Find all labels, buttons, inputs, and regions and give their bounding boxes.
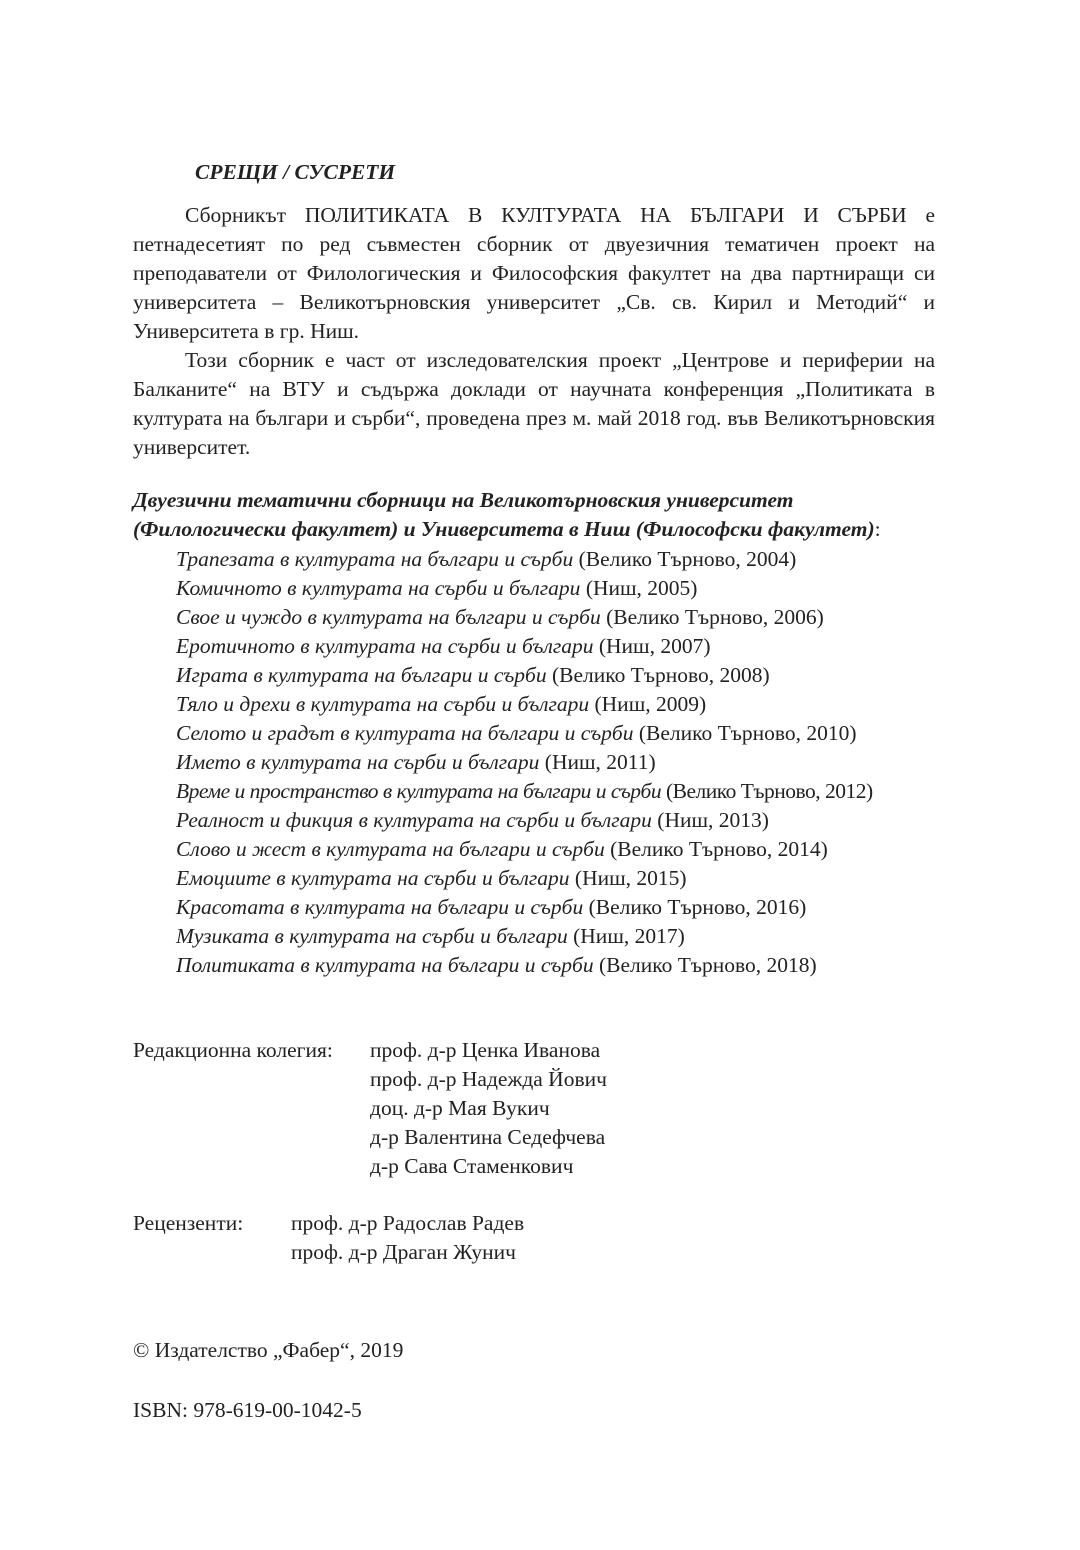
series-title: Играта в културата на българи и сърби xyxy=(176,663,547,687)
series-title: Реалност и фикция в културата на сърби и българи xyxy=(176,808,652,832)
series-title: Политиката в културата на българи и сърби xyxy=(176,953,594,977)
series-place-year: (Велико Търново, 2018) xyxy=(593,953,817,977)
list-item xyxy=(176,864,976,893)
list-item xyxy=(176,574,976,603)
intro-rest: е петнадесетият по ред съвместен сборник от двуезичния тематичен проект на преподаватели от Филологическия и Философския факултет на два партниращи си университета – Великотърновския университет „Св. св. Кирил и Методий“ и Университета в гр. Ниш. xyxy=(133,203,935,343)
intro-paragraph-1 xyxy=(133,201,935,346)
list-item xyxy=(176,545,976,574)
list-item xyxy=(176,632,976,661)
editorial-board-members xyxy=(370,1036,607,1181)
list-item xyxy=(176,893,976,922)
intro-paragraph-2: Този сборник е част от изследователския проект „Центрове и периферии на Балканите“ на ВТУ и съдържа доклади от научната конференция „Политиката в културата на българи и сърби“, проведена през м. май 2018 год. във Великотърновския университет. xyxy=(133,348,935,459)
series-place-year: (Ниш, 2013) xyxy=(651,808,769,832)
reviewer-name: проф. д-р Драган Жунич xyxy=(291,1240,516,1264)
series-title: Време и пространство в културата на българи и сърби xyxy=(176,779,662,803)
series-place-year: (Велико Търново, 2008) xyxy=(546,663,770,687)
series-heading xyxy=(133,486,983,544)
editor-name: д-р Сава Стаменкович xyxy=(370,1154,574,1178)
intro-paragraph-2-block xyxy=(133,346,935,462)
editorial-board-label: Редакционна колегия: xyxy=(133,1038,333,1062)
copyright-line: © Издателство „Фабер“, 2019 xyxy=(133,1338,404,1362)
series-heading-line-2: (Филологически факултет) и Университета в Ниш (Философски факултет) xyxy=(133,517,875,541)
series-place-year: (Велико Търново, 2014) xyxy=(604,837,828,861)
series-title: Емоциите в културата на сърби и българи xyxy=(176,866,570,890)
series-heading-line-1: Двуезични тематични сборници на Великотърновския университет xyxy=(133,488,794,512)
intro-lead: Сборникът xyxy=(185,203,305,227)
editor-name: проф. д-р Надежда Йович xyxy=(370,1067,607,1091)
list-item xyxy=(176,951,976,980)
series-heading-colon: : xyxy=(874,517,881,541)
series-place-year: (Ниш, 2017) xyxy=(567,924,685,948)
list-item xyxy=(176,835,976,864)
series-place-year: (Велико Търново, 2016) xyxy=(583,895,807,919)
series-title: Красотата в културата на българи и сърби xyxy=(176,895,584,919)
series-title: Музиката в културата на сърби и българи xyxy=(176,924,568,948)
series-place-year: (Ниш, 2005) xyxy=(580,576,698,600)
series-list xyxy=(176,545,976,980)
list-item xyxy=(176,806,976,835)
series-place-year: (Ниш, 2015) xyxy=(569,866,687,890)
series-place-year: (Ниш, 2011) xyxy=(539,750,656,774)
series-title: Еротичното в културата на сърби и българи xyxy=(176,634,594,658)
collection-title-caps: ПОЛИТИКАТА В КУЛТУРАТА НА БЪЛГАРИ И СЪРБИ xyxy=(304,203,907,227)
series-place-year: (Ниш, 2009) xyxy=(589,692,707,716)
list-item xyxy=(176,748,976,777)
series-title: Селото и градът в културата на българи и сърби xyxy=(176,721,634,745)
list-item xyxy=(176,690,976,719)
reviewer-name: проф. д-р Радослав Радев xyxy=(291,1211,525,1235)
series-title: Трапезата в културата на българи и сърби xyxy=(176,547,574,571)
editor-name: проф. д-р Ценка Иванова xyxy=(370,1038,601,1062)
list-item xyxy=(176,661,976,690)
series-title: Името в културата на сърби и българи xyxy=(176,750,540,774)
reviewers-label: Рецензенти: xyxy=(133,1211,244,1235)
isbn-line: ISBN: 978-619-00-1042-5 xyxy=(133,1398,362,1422)
series-place-year: (Велико Търново, 2010) xyxy=(633,721,857,745)
series-place-year: (Велико Търново, 2012) xyxy=(661,779,873,803)
series-place-year: (Велико Търново, 2006) xyxy=(600,605,824,629)
series-title: Свое и чуждо в културата на българи и сърби xyxy=(176,605,601,629)
editor-name: доц. д-р Мая Вукич xyxy=(370,1096,550,1120)
intro-paragraph-1-block xyxy=(133,201,935,346)
series-heading-line-2-wrap xyxy=(133,515,983,544)
list-item xyxy=(176,719,976,748)
series-place-year: (Велико Търново, 2004) xyxy=(573,547,797,571)
list-item xyxy=(176,603,976,632)
reviewers-members xyxy=(291,1209,524,1267)
list-item xyxy=(176,777,976,806)
list-item xyxy=(176,922,976,951)
page-heading: СРЕЩИ / СУСРЕТИ xyxy=(195,160,396,184)
series-title: Комичното в културата на сърби и българи xyxy=(176,576,581,600)
series-place-year: (Ниш, 2007) xyxy=(593,634,711,658)
series-title: Тяло и дрехи в културата на сърби и българи xyxy=(176,692,590,716)
editor-name: д-р Валентина Седефчева xyxy=(370,1125,606,1149)
series-title: Слово и жест в културата на българи и сърби xyxy=(176,837,605,861)
